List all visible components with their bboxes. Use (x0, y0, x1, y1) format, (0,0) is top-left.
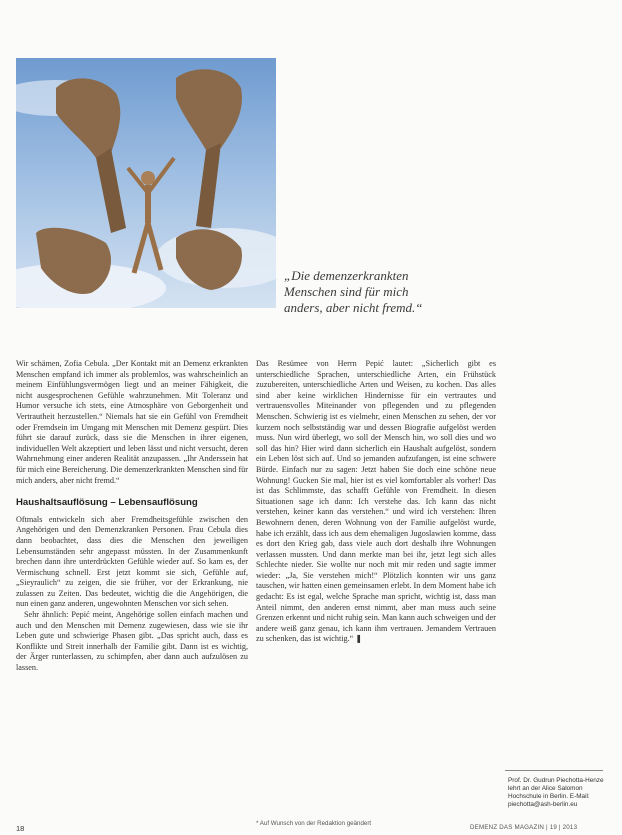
section-subhead: Haushaltsauflösung – Lebensauflösung (16, 497, 198, 509)
right-paragraph-1-text: Das Resümee von Herrn Pepić lautet: „Sicherlich gibt es unterschiedliche Sprachen, unterschiedliche Arten, ein Frühstück zuzubereiten, unterschiedliche Arten und Weisen, zu kochen. Das alles sind aber keine wirklichen Hindernisse für ein vertrautes und vertrauensvolles Miteinander von pflegenden und zu pflegenden Menschen. Schwierig ist es vielmehr, einen Menschen zu sehen, der vor kurzem noch selbstständig war und dessen Biografie aufgelöst werden muss. Nun wird überlegt, wo soll der Mensch hin, wo soll dies und wo soll das hin? Hier wird dann sicherlich ein Haushalt aufgelöst, sondern ein Leben löst sich auf. Und so jemanden aufzufangen, ist eine schwere Bürde. Einfach nur zu sagen: Jetzt haben Sie doch eine schöne neue Wohnung! Gucken Sie mal, hier ist es viel komfortabler als vorher! Das ist das Schlimmste, das schafft Gefühle von Fremdheit. In diesen Situationen sage ich dann: Ich verstehe das. Ich kann das nicht verstehen, keiner kann das verstehen.“ und wird ich verstehen: Ihren Bewohnern denen, deren Wohnung von der Familie aufgelöst wurde, habe ich erzählt, dass ich aus dem ehemaligen Jugoslawien komme, dass es dort den Krieg gab, dass viele auch dort deshalb ihre Wohnungen verlassen mussten. Und dann merkte man bei ihr, jetzt legt sich alles Schlechte nieder. Sie wollte nur noch mit mir reden und sagte immer wieder: „Ja, Sie verstehen mich!“ Plötzlich konnten wir uns ganz tauschen, wir hatten einen gemeinsamen erlebt. In dem Moment habe ich gedacht: Es ist egal, welche Sprache man spricht, wichtig ist, dass man Anteil nimmt, den anderen ernst nimmt, aber man muss auch seine Grenzen erkennt und nicht ruhig sein. Man kann auch schweigen und der andere weiß ganz genau, ich kann ihm vertrauen. Jemandem Vertrauen zu schenken, das ist wichtig.“ (256, 359, 496, 644)
photo-illustration (16, 58, 276, 308)
right-paragraph-1 (256, 359, 496, 645)
hands-puppet-photo (16, 58, 276, 308)
page-number: 18 (16, 824, 25, 833)
end-mark: ❚ (355, 634, 363, 644)
left-text-column (16, 359, 248, 674)
sidebar-divider (505, 770, 603, 771)
left-paragraph-1: Wir schämen, Zofia Cebula. „Der Kontakt mit an Demenz erkrankten Menschen empfand ich immer als problemlos, was wahrscheinlich an meinem Einfühlungsvermögen liegt und an meiner Fähigkeit, die nicht ausgesprochenen Gefühle wahrzunehmen. Mit Toleranz und Humor versuche ich stets, eine Atmosphäre von Geborgenheit und Vertrautheit herzustellen.“ Niemals hat sie ein Gefühl von Fremdheit oder Fremdsein im Umgang mit Menschen mit Demenz gespürt. Dies führt sie darauf zurück, dass sie die Menschen in ihrer eigenen, individuellen Welt akzeptiert und leben lässt und nicht versucht, deren Wahrnehmung einer anderen Realität anzupassen. „Ihr Anderssein hat für mich eine Bereicherung. Die demenzerkrankten Menschen sind für mich anders, aber nicht fremd.“ (16, 359, 248, 485)
author-bio: Prof. Dr. Gudrun Piechotta-Henze lehrt an der Alice Salomon Hochschule in Berlin. E-Mail: piechotta@ash-berlin.eu (508, 777, 604, 808)
magazine-footer: DEMENZ DAS MAGAZIN | 19 | 2013 (470, 824, 578, 831)
left-paragraph-2: Oftmals entwickeln sich aber Fremdheitsgefühle zwischen den Angehörigen und den Demenzkranken Personen. Frau Cebula dies dann beobachtet, dass dies die Menschen den jeweiligen Lebensumständen sehr angepasst müssten. In der Zusammenkunft brechen dann ihre unterdrückten Gefühle wieder auf. So kam es, der Vermischung schnell. Erst jetzt kommt sie sich, Gefühle auf, „Sieyraulich“ zu zeigen, die sie früher, vor der Erkrankung, nie zulassen zu Zeiten. Das bedeutet, wichtig die die Angehörigen, die nun einen ganz anderen, ungewohnten Menschen vor sich sehen. (16, 514, 248, 609)
pull-quote (284, 268, 604, 316)
pull-quote-line-3: anders, aber nicht fremd.“ (284, 300, 423, 315)
pull-quote-line-2: Menschen sind für mich (284, 284, 409, 299)
right-text-column (256, 359, 496, 645)
left-paragraph-3: Sehr ähnlich: Pepić meint, Angehörige sollen einfach machen und auch und den Menschen mit Demenz zugewiesen, dass wie sie ihr Leben gute und schwierige Phasen gibt. „Das spricht auch, dass es Konflikte und Streit innerhalb der Familie gibt. Dann ist es wichtig, der Ärger runterlassen, zu schimpfen, aber dann auch aufzulösen zu lassen. (16, 610, 248, 673)
footnote: * Auf Wunsch von der Redaktion geändert (256, 820, 372, 827)
pull-quote-line-1: „Die demenzerkrankten (284, 268, 409, 283)
